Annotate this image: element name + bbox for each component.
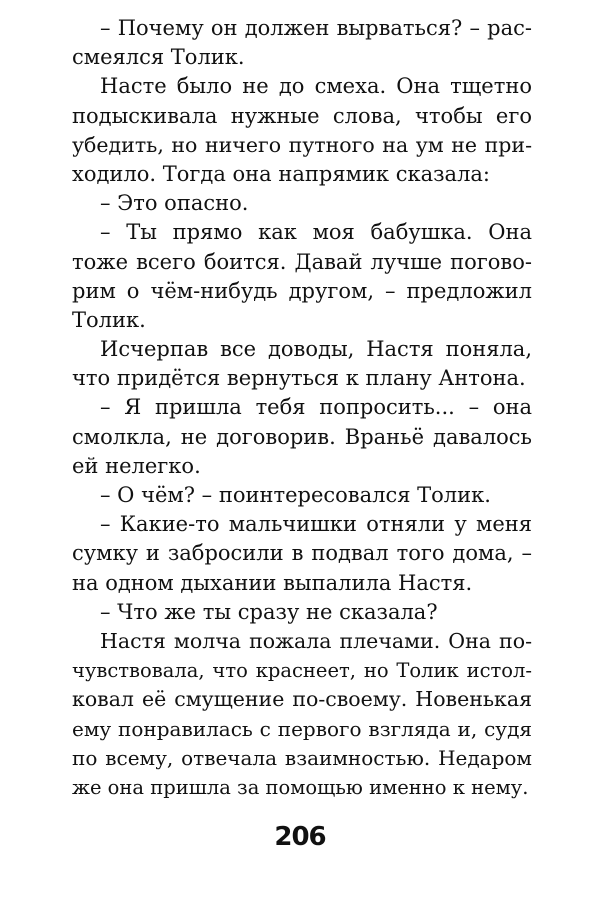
text-line: – Почему он должен вырваться? – рас- — [100, 16, 532, 40]
text-line: же она пришла за помощью именно к нему. — [72, 775, 529, 799]
text-line: что придётся вернуться к плану Антона. — [72, 366, 526, 391]
text-line: тоже всего боится. Давай лучше погово- — [72, 249, 532, 274]
text-line: ей нелегко. — [72, 453, 201, 478]
text-line: смолкла, не договорив. Враньё давалось — [72, 424, 532, 449]
text-line: – Я пришла тебя попросить... – она — [100, 395, 532, 420]
page-number: 206 — [274, 822, 326, 852]
text-line: сумку и забросили в подвал того дома, – — [72, 541, 532, 566]
text-line: Толик. — [72, 307, 146, 332]
book-page-body — [72, 14, 532, 802]
text-line: – Ты прямо как моя бабушка. Она — [100, 220, 532, 245]
text-line: смеялся Толик. — [72, 45, 245, 70]
text-line: чувствовала, что краснеет, но Толик истол- — [72, 659, 532, 683]
text-line: Насте было не до смеха. Она тщетно — [100, 74, 532, 99]
text-line: – Какие-то мальчишки отняли у меня — [100, 512, 532, 537]
text-line: убедить, но ничего путного на ум не при- — [72, 132, 532, 157]
text-line: – Что же ты сразу не сказала? — [100, 599, 438, 624]
text-line: ходило. Тогда она напрямик сказала: — [72, 161, 491, 186]
text-line: рим о чём-нибудь другом, – предложил — [72, 278, 532, 303]
text-line: – О чём? – поинтересовался Толик. — [100, 483, 491, 507]
text-line: ковал её смущение по-своему. Новенькая — [72, 687, 532, 712]
text-line: по всему, отвечала взаимностью. Недаром — [72, 745, 532, 770]
text-line: Настя молча пожала плечами. Она по- — [100, 628, 532, 653]
text-line: – Это опасно. — [100, 191, 249, 216]
text-line: подыскивала нужные слова, чтобы его — [72, 103, 532, 128]
text-line: на одном дыхании выпалила Настя. — [72, 570, 473, 595]
text-line: ему понравилась с первого взгляда и, судя — [72, 716, 532, 741]
text-line: Исчерпав все доводы, Настя поняла, — [100, 337, 532, 362]
